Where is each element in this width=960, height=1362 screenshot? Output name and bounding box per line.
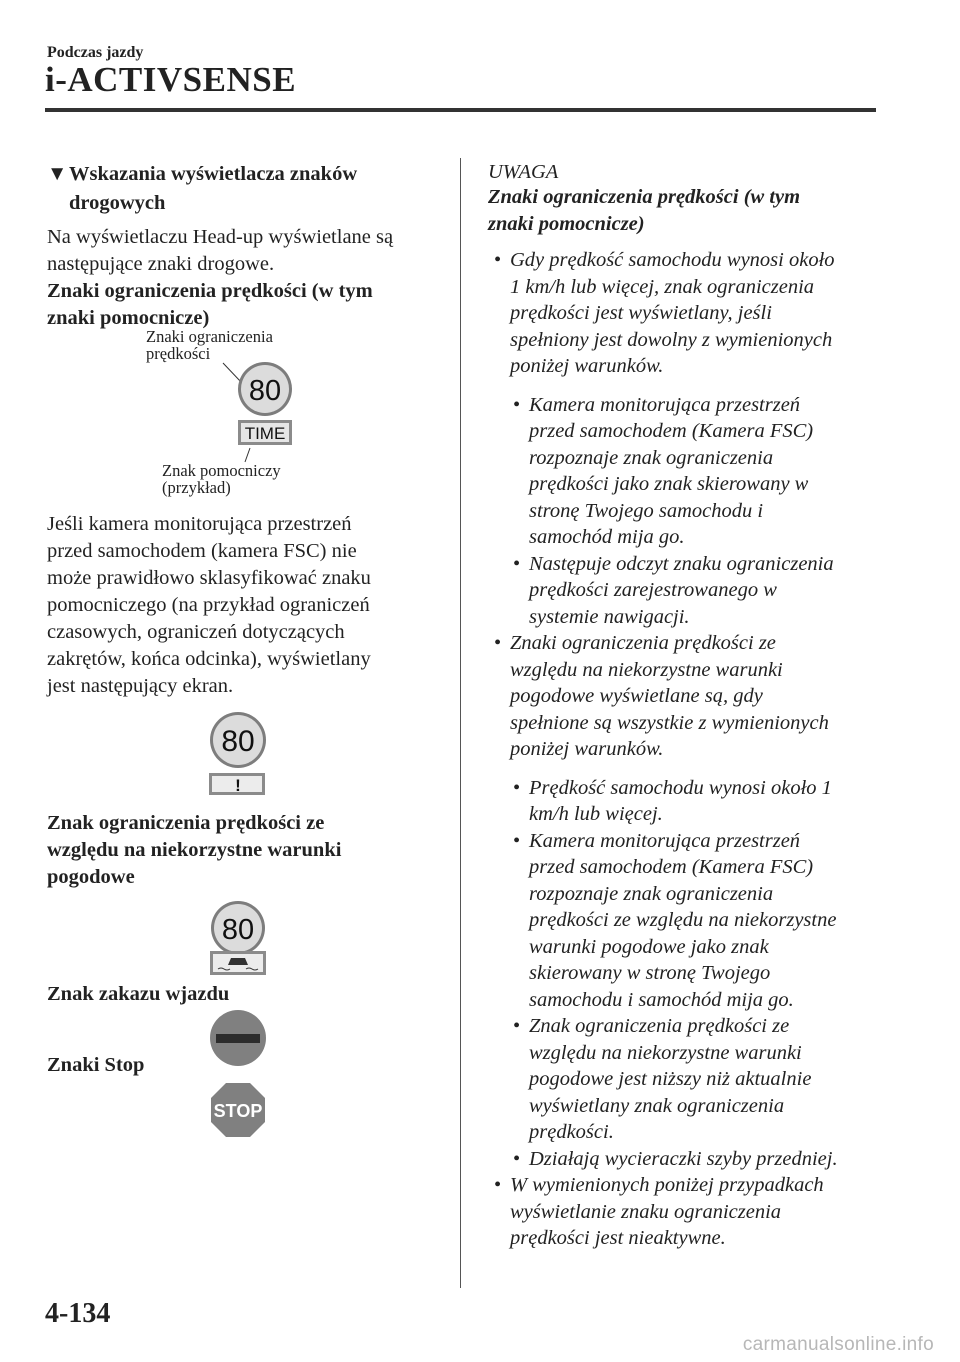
- text-line: poniżej warunków.: [510, 738, 664, 760]
- text-line: znaki pomocnicze): [488, 213, 645, 235]
- sign-excl-label: !: [235, 776, 241, 795]
- sign-speed-value: 80: [221, 914, 255, 946]
- section-heading: [47, 160, 442, 218]
- text-line: samochodu i samochód mija go.: [529, 988, 794, 1011]
- text-line: 1 km/h lub więcej, znak ograniczenia: [510, 275, 815, 298]
- header-rule: [45, 108, 876, 112]
- callout-line: Znaki ograniczenia: [146, 327, 273, 346]
- text-line: pogodowe wyświetlane są, gdy: [510, 685, 763, 707]
- weather-heading: [47, 810, 442, 891]
- section-label: Podczas jazdy: [47, 44, 144, 61]
- note-bullet: [488, 630, 888, 763]
- text-line: Znaki ograniczenia prędkości (w tym: [488, 186, 801, 208]
- heading-line: Wskazania wyświetlacza znaków: [69, 163, 358, 185]
- text-line: spełniony jest dowolny z wymienionych: [510, 328, 833, 351]
- text-line: przed samochodem (kamera FSC) nie: [47, 540, 357, 562]
- speed-limit-exclamation-sign-icon: [47, 700, 442, 795]
- text-line: może prawidłowo sklasyfikować znaku: [47, 567, 371, 589]
- bullet-dot: •: [513, 829, 521, 852]
- text-line: pogodowe jest niższy niż aktualnie: [529, 1068, 812, 1090]
- text-line: spełnione są wszystkie z wymienionych: [510, 711, 829, 734]
- text-line: W wymienionych poniżej przypadkach: [510, 1174, 824, 1196]
- callout-auxiliary-sign: [162, 462, 281, 496]
- text-line: poniżej warunków.: [510, 355, 664, 377]
- note-title: UWAGA: [488, 161, 559, 183]
- note-sub-bullet: [488, 775, 888, 828]
- text-line: samochód mija go.: [529, 526, 685, 548]
- text-line: rozpoznaje znak ograniczenia: [529, 882, 774, 905]
- text-line: prędkości.: [529, 1121, 614, 1143]
- text-line: Gdy prędkość samochodu wynosi około: [510, 249, 835, 271]
- text-line: znaki pomocnicze): [47, 307, 210, 329]
- bullet-dot: •: [494, 249, 502, 271]
- page-number: 4-134: [45, 1298, 111, 1329]
- text-line: wyświetlanie znaku ograniczenia: [510, 1200, 782, 1223]
- no-entry-heading: Znak zakazu wjazdu: [47, 983, 230, 1005]
- callout-line: Znak pomocniczy: [162, 461, 281, 480]
- text-line: jest następujący ekran.: [47, 675, 234, 697]
- text-line: następujące znaki drogowe.: [47, 253, 275, 275]
- sign-stop-label: STOP: [213, 1101, 263, 1121]
- text-line: względu na niekorzystne warunki: [47, 839, 342, 861]
- no-entry-sign-icon: [47, 1008, 442, 1066]
- text-line: prędkości ze względu na niekorzystne: [529, 909, 837, 931]
- speed-sign-figure: [47, 327, 442, 497]
- text-line: Znak ograniczenia prędkości ze: [529, 1015, 790, 1037]
- text-line: Prędkość samochodu wynosi około 1: [529, 776, 832, 799]
- text-line: Kamera monitorująca przestrzeń: [529, 393, 801, 416]
- sign-time-label: TIME: [244, 424, 286, 443]
- chapter-title: i-ACTIVSENSE: [45, 60, 297, 99]
- bullet-dot: •: [513, 776, 521, 799]
- sign-speed-value: 80: [221, 725, 255, 758]
- text-line: rozpoznaje znak ograniczenia: [529, 446, 774, 469]
- text-line: prędkości jako znak skierowany w: [529, 473, 809, 495]
- note-sub-bullet: [488, 551, 888, 631]
- text-line: względu na niekorzystne warunki: [510, 658, 783, 681]
- text-line: Jeśli kamera monitorująca przestrzeń: [47, 513, 352, 535]
- column-divider: [460, 158, 461, 1288]
- note-column: [488, 160, 888, 1252]
- weather-sign-figure: [47, 895, 442, 977]
- unclassified-sign-figure: [47, 700, 442, 795]
- bullet-dot: •: [513, 393, 521, 416]
- text-line: pogodowe: [47, 866, 135, 888]
- bullet-dot: •: [494, 632, 502, 654]
- left-column: [47, 160, 442, 1141]
- bullet-dot: •: [513, 552, 521, 575]
- heading-line: drogowych: [69, 192, 166, 214]
- text-line: Znak ograniczenia prędkości ze: [47, 812, 325, 834]
- stop-heading: Znaki Stop: [47, 1054, 145, 1076]
- text-line: prędkości jest wyświetlany, jeśli: [510, 302, 772, 324]
- note-subtitle: [488, 184, 888, 238]
- intro-text: [47, 224, 442, 278]
- text-line: pomocniczego (na przykład ograniczeń: [47, 594, 370, 616]
- text-line: Znaki ograniczenia prędkości (w tym: [47, 280, 373, 302]
- text-line: przed samochodem (Kamera FSC): [529, 856, 814, 878]
- note-sub-bullet: [488, 828, 888, 1014]
- text-line: warunki pogodowe jako znak: [529, 935, 769, 958]
- stop-sign-figure: [47, 1079, 442, 1141]
- callout-line: (przykład): [162, 478, 231, 497]
- triangle-marker-icon: ▼: [47, 163, 68, 185]
- speed-limit-slippery-sign-icon: [47, 895, 442, 977]
- text-line: km/h lub więcej.: [529, 803, 663, 825]
- note-bullet: [488, 247, 888, 380]
- text-line: prędkości zarejestrowanego w: [529, 579, 777, 601]
- text-line: przed samochodem (Kamera FSC): [529, 420, 814, 442]
- text-line: czasowych, ograniczeń dotyczących: [47, 621, 345, 643]
- callout-line: prędkości: [146, 344, 211, 363]
- speed-limit-heading: [47, 278, 442, 332]
- note-sub-bullet: [488, 1013, 888, 1146]
- no-entry-sign-figure: [47, 1008, 442, 1066]
- text-line: Następuje odczyt znaku ograniczenia: [529, 552, 834, 575]
- text-line: zakrętów, końca odcinka), wyświetlany: [47, 648, 371, 670]
- text-line: Znaki ograniczenia prędkości ze: [510, 632, 776, 654]
- text-line: systemie nawigacji.: [529, 605, 690, 628]
- bullet-dot: •: [513, 1147, 521, 1170]
- bullet-dot: •: [494, 1174, 502, 1196]
- note-bullet: [488, 1172, 888, 1252]
- text-line: skierowany w stronę Twojego: [529, 962, 771, 984]
- text-line: Na wyświetlaczu Head-up wyświetlane są: [47, 226, 394, 248]
- note-sub-bullet: [488, 1146, 888, 1173]
- text-line: względu na niekorzystne warunki: [529, 1041, 802, 1064]
- text-line: Działają wycieraczki szyby przedniej.: [529, 1147, 838, 1170]
- watermark: carmanualsonline.info: [742, 1334, 934, 1355]
- fsc-paragraph: [47, 511, 442, 700]
- note-sub-bullet: [488, 392, 888, 551]
- bullet-dot: •: [513, 1015, 521, 1037]
- text-line: prędkości jest nieaktywne.: [510, 1227, 726, 1249]
- sign-speed-value: 80: [248, 375, 282, 407]
- text-line: wyświetlany znak ograniczenia: [529, 1094, 785, 1117]
- text-line: Kamera monitorująca przestrzeń: [529, 829, 801, 852]
- text-line: stronę Twojego samochodu i: [529, 499, 764, 522]
- stop-sign-icon: [47, 1079, 442, 1141]
